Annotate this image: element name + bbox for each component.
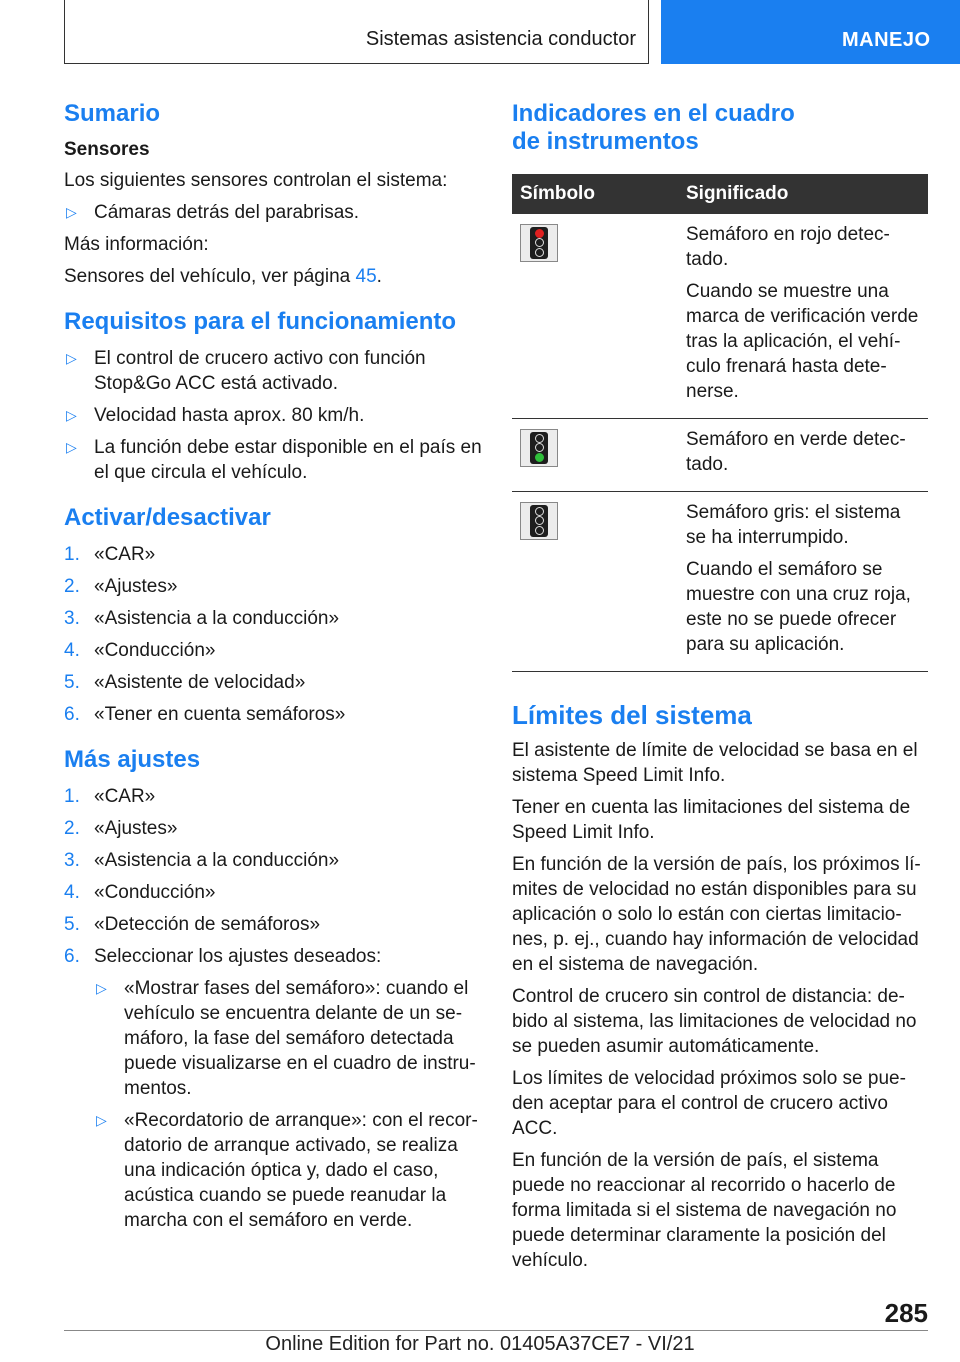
list-item: 3. «Asistencia a la conducción» <box>64 608 340 629</box>
list-item: 6. «Tener en cuenta semáforos» <box>64 704 346 725</box>
list-item: 4. «Conducción» <box>64 640 216 661</box>
triangle-bullet-icon: ▷ <box>66 439 77 455</box>
list-item: 2. «Ajustes» <box>64 576 178 597</box>
triangle-bullet-icon: ▷ <box>66 407 77 423</box>
symbol-cell <box>512 419 678 492</box>
limites-paragraph: El asistente de límite de velocidad se basa en el sistema Speed Limit Info. <box>512 740 918 786</box>
triangle-bullet-icon: ▷ <box>96 980 107 996</box>
symbol-cell <box>512 492 678 672</box>
list-item: 2. «Ajustes» <box>64 818 178 839</box>
list-item: ▷ «Recordatorio de arranque»: con el recordatorio de arranque activado, se realiza una indicación óptica y, dado el caso, acústica cuando se puede reanudar la marcha con el semáforo en verde. <box>96 1110 478 1231</box>
meaning-cell <box>678 214 928 419</box>
meaning-text: Cuando se muestre una marca de verificación verde tras la aplicación, el vehículo frenará hasta detenerse. <box>686 281 919 402</box>
triangle-bullet-icon: ▷ <box>96 1112 107 1128</box>
limites-paragraph: Tener en cuenta las limitaciones del sistema de Speed Limit Info. <box>512 797 911 843</box>
list-item: ▷ La función debe estar disponible en el país en el que circula el vehículo. <box>66 437 482 483</box>
list-item: ▷ Velocidad hasta aprox. 80 km/h. <box>66 405 365 426</box>
meaning-cell <box>678 419 928 492</box>
footer-divider <box>64 1330 928 1331</box>
indicadores-heading: Indicadores en el cuadro de instrumentos <box>512 100 795 155</box>
meaning-text: Cuando el semáforo se muestre con una cruz roja, este no se puede ofrecer para su aplicación. <box>686 559 911 655</box>
sensores-reference: Sensores del vehículo, ver página 45. <box>64 266 382 287</box>
left-column <box>64 100 484 1240</box>
header-section-title: Sistemas asistencia conductor <box>365 28 636 50</box>
limites-heading: Límites del sistema <box>512 700 752 730</box>
list-item: ▷ Cámaras detrás del parabrisas. <box>66 202 360 223</box>
triangle-bullet-icon: ▷ <box>66 350 77 366</box>
list-item: 1. «CAR» <box>64 544 156 565</box>
sumario-heading: Sumario <box>64 100 161 127</box>
requisitos-list <box>64 346 484 485</box>
table-row <box>512 492 928 672</box>
traffic-light-green-icon <box>520 429 558 467</box>
symbol-cell <box>512 214 678 419</box>
page-link[interactable]: 45 <box>355 266 377 287</box>
indicadores-table <box>512 174 928 672</box>
right-column <box>512 100 928 1280</box>
limites-paragraph: En función de la versión de país, los próximos límites de velocidad no están disponibles para su aplicación o solo lo están con ciertas limitaciones, p. ej., cuando hay información de velocidad en el sistema de navegación. <box>512 854 921 975</box>
ajustes-steps <box>64 784 484 1233</box>
meaning-cell <box>678 492 928 672</box>
list-item: 1. «CAR» <box>64 786 156 807</box>
sensores-heading: Sensores <box>64 139 150 160</box>
list-item: 4. «Conducción» <box>64 882 216 903</box>
sensores-text: Los siguientes sensores controlan el sistema: <box>64 170 448 191</box>
requisitos-heading: Requisitos para el funcionamiento <box>64 308 457 335</box>
table-header-row <box>512 174 928 214</box>
ajustes-heading: Más ajustes <box>64 746 201 773</box>
list-item: 3. «Asistencia a la conducción» <box>64 850 340 871</box>
table-row <box>512 419 928 492</box>
meaning-text: Semáforo gris: el sistema se ha interrumpido. <box>686 502 901 548</box>
traffic-light-gray-icon <box>520 502 558 540</box>
limites-body <box>512 738 928 1273</box>
footer-edition: Online Edition for Part no. 01405A37CE7 - VI/21 <box>265 1333 695 1355</box>
list-item: 5. «Asistente de velocidad» <box>64 672 306 693</box>
activar-steps <box>64 542 484 727</box>
table-row <box>512 214 928 419</box>
header-chapter-tab[interactable]: MANEJO <box>661 0 960 64</box>
traffic-light-red-icon <box>520 224 558 262</box>
meaning-text: Semáforo en verde detectado. <box>686 429 906 475</box>
list-item: ▷ El control de crucero activo con función Stop&Go ACC está activado. <box>66 348 426 394</box>
table-header-meaning: Significado <box>678 174 928 214</box>
limites-paragraph: Control de crucero sin control de distancia: debido al sistema, las limitaciones de velocidad no se pueden asumir automáticamente. <box>512 986 917 1057</box>
ajustes-sub-list <box>94 976 484 1233</box>
limites-paragraph: Los límites de velocidad próximos solo se pueden aceptar para el control de crucero activo ACC. <box>512 1068 906 1139</box>
sensores-list <box>64 200 484 225</box>
list-item: 6. Seleccionar los ajustes deseados: ▷ «Mostrar fases del semáforo»: cuando el vehículo se encuentra delante de un semáforo, la fase del semáforo detectada puede visualizarse en el cuadro de instrumentos. ▷ «Recordatorio de arranque»: con el recordatorio de arranque activado, se realiza una indicación óptica y, dado el caso, acústica cuando se puede reanudar la marcha con el semáforo en verde. <box>64 944 484 1233</box>
limites-paragraph: En función de la versión de país, el sistema puede no reaccionar al recorrido o hacerlo de forma limitada si el sistema de navegación no puede determinar claramente la posición del vehículo. <box>512 1150 897 1271</box>
list-item: ▷ «Mostrar fases del semáforo»: cuando el vehículo se encuentra delante de un semáforo, la fase del semáforo detectada puede visualizarse en el cuadro de instrumentos. <box>96 978 476 1099</box>
list-item: 5. «Detección de semáforos» <box>64 914 321 935</box>
activar-heading: Activar/desactivar <box>64 504 271 531</box>
table-header-symbol: Símbolo <box>512 174 678 214</box>
page-number: 285 <box>884 1298 928 1328</box>
meaning-text: Semáforo en rojo detectado. <box>686 224 890 270</box>
mas-info-label: Más información: <box>64 234 209 255</box>
triangle-bullet-icon: ▷ <box>66 204 77 220</box>
